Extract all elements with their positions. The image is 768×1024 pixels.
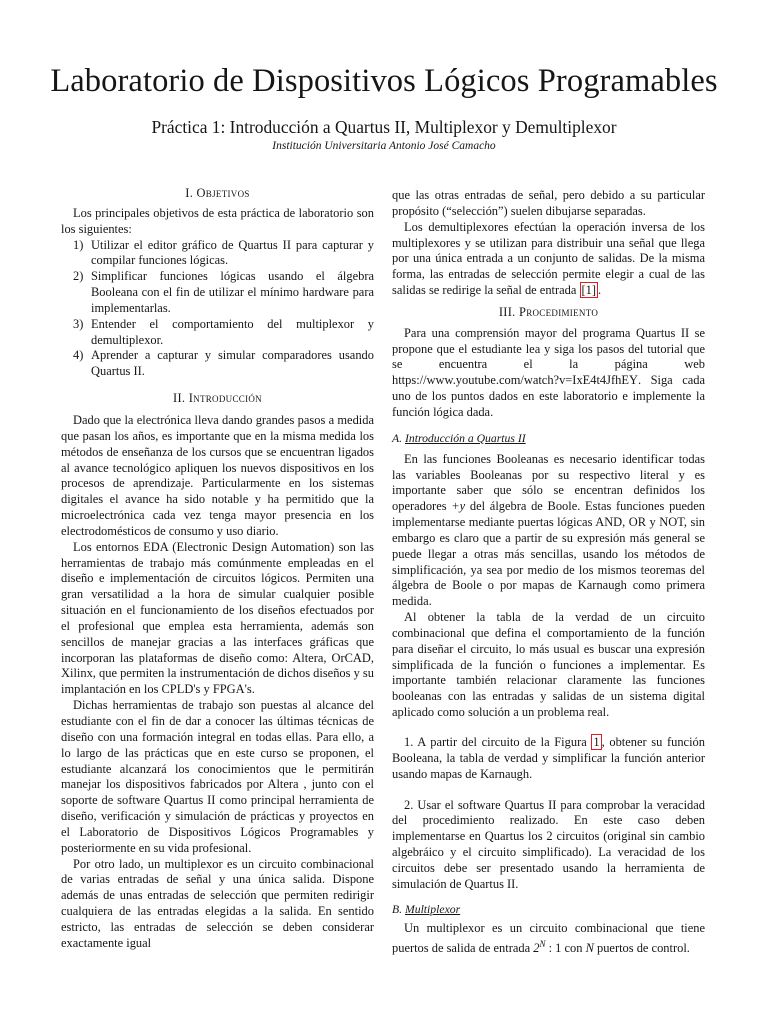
list-item: 1) Utilizar el editor gráfico de Quartus II para capturar y compilar funciones lógicas. [73, 237, 374, 268]
left-column [61, 186, 374, 952]
paragraph: Los entornos EDA (Electronic Design Automation) son las herramientas de trabajo más comúnmente empleadas en el diseño e implementación de circuitos lógicos. Permiten una gran versatilidad a la hora de simular cualquier posible situación en el funcionamiento de los diseños efectuados por el profesional que emplea esta herramienta, además son sencillos de manejar gracias a las interfaces gráficas que incorporan las plataformas de diseño como: Altera, OrCAD, Xilinx, que permiten la instrumentación de dichos diseños y su implantación en los CPLD's y FPGA's. [61, 539, 374, 697]
paragraph: En las funciones Booleanas es necesario identificar todas las variables Booleanas por su respectivo literal y es importante saber que sólo se encentran definidos los operadores +y del álgebra de Boole. Estas funciones pueden implementarse mediante puertas lógicas AND, OR y NOT, sin embargo es claro que a partir de su expresión más general se puede llegar a otras más sencillas, usando los métodos de simplificación, ya sea por medio de los mismos teoremas del álgebra de Boole o por mapas de Karnaugh como primera medida. [392, 451, 705, 609]
step-1: 1. A partir del circuito de la Figura 1 , obtener su función Booleana, la tabla de verdad y simplificar la función anterior usando mapas de Karnaugh. [392, 735, 705, 781]
objetivos-intro: Los principales objetivos de esta práctica de laboratorio son los siguientes: [61, 205, 374, 236]
institution: Institución Universitaria Antonio José Camacho [272, 140, 496, 152]
paper-title: Laboratorio de Dispositivos Lógicos Programables [50, 63, 718, 99]
section-heading-objetivos: I. Objetivos [185, 186, 250, 200]
paragraph: Un multiplexor es un circuito combinacional que tiene puertos de salida de entrada $2^N$ : 1 con N puertos de control. [392, 921, 705, 956]
right-column [392, 188, 705, 957]
paragraph-continued: que las otras entradas de señal, pero debido a su particular propósito (“selección”) suelen dibujarse separadas. [392, 188, 705, 218]
paragraph: Dado que la electrónica lleva dando grandes pasos a medida que pasan los años, es importante que en la misma medida los métodos de enseñanza de los cursos que se encuentran ligados al avance tecnológico apliquen los nuevos dispositivos en los procesos de aprendizaje. Particularmente en los sistemas digitales el avance ha sido notable y ha permitido que la microelectrónica cada vez tenga mayor presencia en los electrodomésticos de consumo y uso diario. [61, 412, 374, 538]
objetivos-list [61, 238, 374, 381]
subsection-heading-b: B. Multiplexor [392, 902, 461, 916]
paper-subtitle: Práctica 1: Introducción a Quartus II, Multiplexor y Demultiplexor [151, 117, 617, 137]
list-item: 3) Entender el comportamiento del multiplexor y demultiplexor. [73, 316, 374, 347]
paragraph: Los demultiplexores efectúan la operación inversa de los multiplexores y se utilizan para distribuir una señal que llega por una única entrada a un conjunto de salidas. De la misma forma, las entradas de selección permite elegir a cual de las salidas se redirige la señal de entrada [1] . [392, 219, 705, 298]
citation-link[interactable]: [1] [581, 283, 597, 298]
paragraph: Al obtener la tabla de la verdad de un circuito combinacional que defina el comportamiento de la función para diseñar el circuito, lo más usual es buscar una expresión simplificada de la función o funciones a implementar. Es importante también relacionar claramente las funciones booleanas con las entradas y salidas de un sistema digital aplicado como solución a un problema real. [392, 610, 705, 720]
step-2: 2. Usar el software Quartus II para comprobar la veracidad del procedimiento realizado. En este caso deben implementarse en Quartus los 2 circuitos (original sin cambio algebráico y el circuito simplificado). La veracidad de los circuitos debe ser presentado usando la herramienta de simulación de Quartus II. [392, 797, 705, 891]
list-item: 2) Simplificar funciones lógicas usando el álgebra Booleana con el fin de utilizar el mínimo hardware para implementarlas. [73, 269, 374, 315]
subsection-heading-a: A. Introducción a Quartus II [392, 431, 526, 445]
section-heading-procedimiento: III. Procedimiento [498, 304, 599, 319]
paragraph: Para una comprensión mayor del programa Quartus II se propone que el estudiante lea y siga los pasos del tutorial que se encuentra el la página web https://www.youtube.com/watch?v=IxE4t4JfhEY. Siga cada uno de los puntos dados en este laboratorio e implemente la función lógica dada. [392, 325, 705, 419]
section-heading-introduccion: II. Introducción [173, 391, 262, 406]
tutorial-link[interactable]: https://www.youtube.com/watch?v=IxE4t4JfhEY [392, 373, 638, 388]
paragraph: Por otro lado, un multiplexor es un circuito combinacional de varias entradas de señal y una única salida. Dispone además de unas entradas de selección que permiten redirigir cualquiera de las entradas elegidas a la salida. En sentido estricto, las entradas de selección se deben considerar exactamente igual [61, 856, 374, 950]
list-item: 4) Aprender a capturar y simular comparadores usando Quartus II. [73, 348, 374, 379]
paragraph: Dichas herramientas de trabajo son puestas al alcance del estudiante con el fin de dar a conocer las últimas técnicas de diseño con una formación integral en todas ellas. Para ello, a lo largo de las prácticas que en este curso se proponen, el estudiante alcanzará los conocimientos que le permitirán manejar los dispositivos fabricados por Altera , junto con el soporte de software Quartus II como principal herramienta de diseño, verificación y simulación de prácticas y proyectos en el Laboratorio de Dispositivos Lógicos Programables y posteriormente en su vida profesional. [61, 698, 374, 855]
figure-ref-link[interactable]: 1 [593, 735, 600, 749]
